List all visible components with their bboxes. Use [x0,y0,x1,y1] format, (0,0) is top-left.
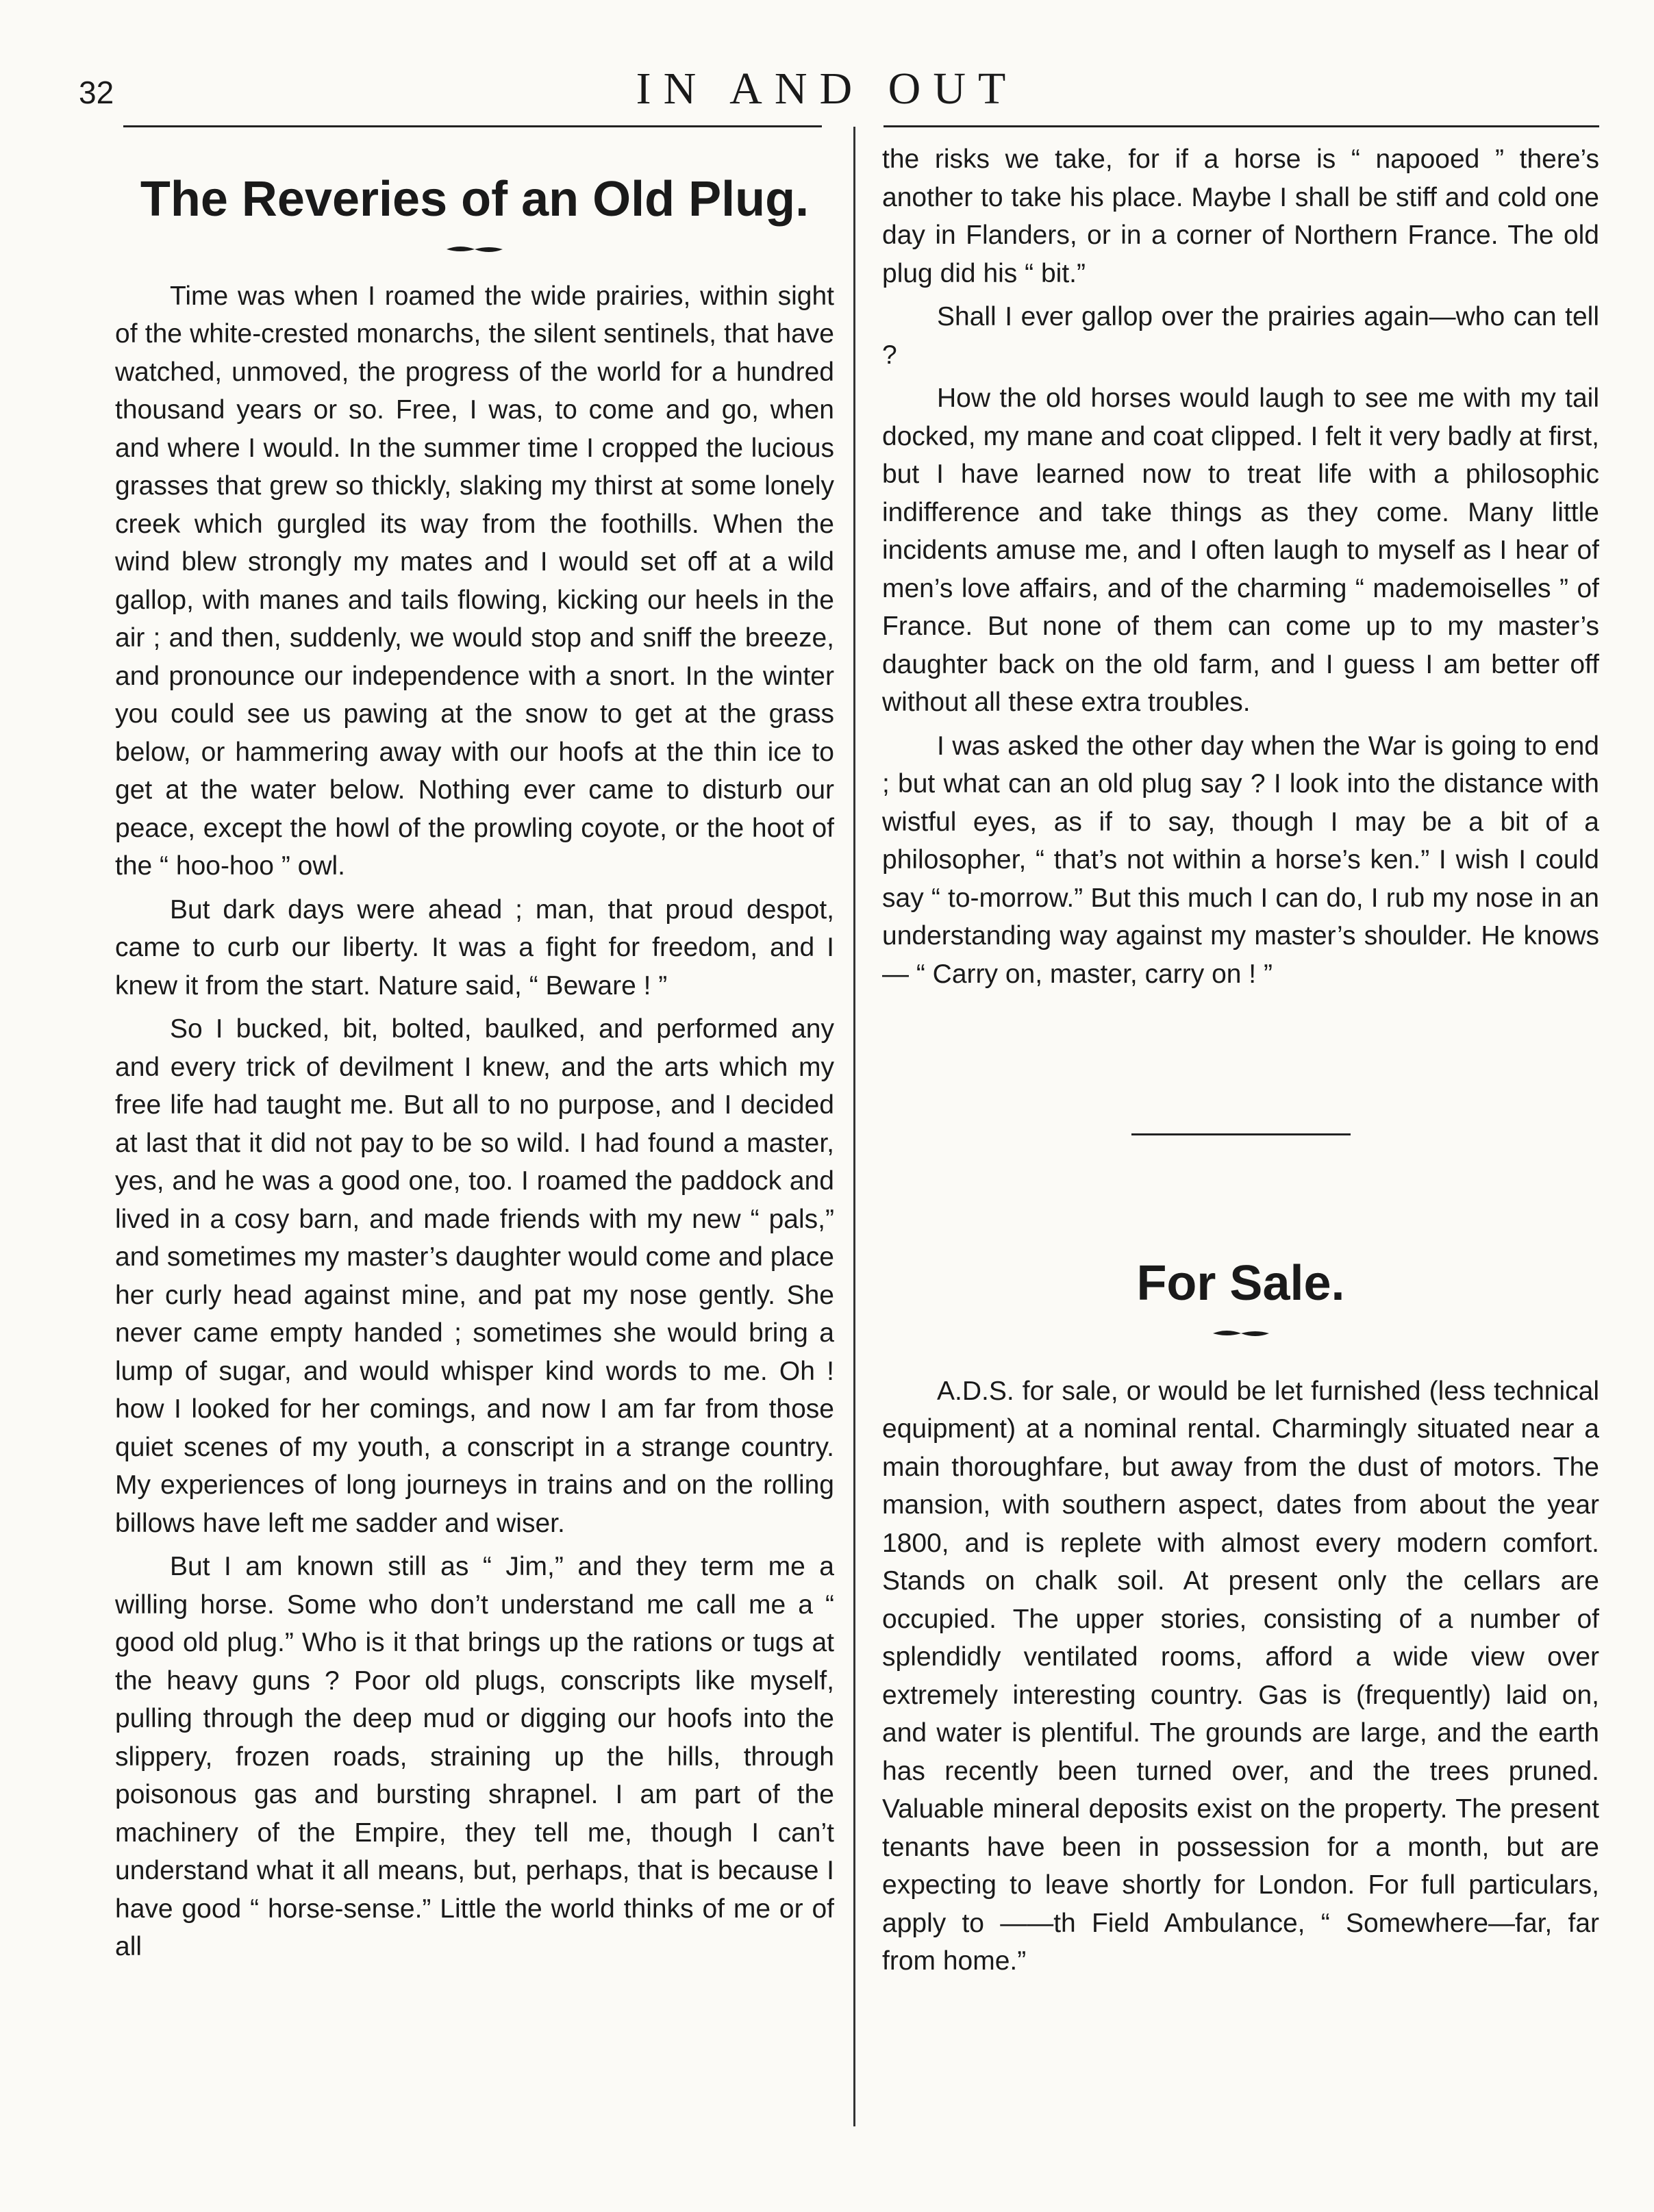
article-title: The Reveries of an Old Plug. [140,172,810,227]
column-rule [853,127,855,2126]
left-column [115,171,834,1972]
article-paragraph-continued: the risks we take, for if a horse is “ napooed ” there’s another to take his place. Maybe I shall be stiff and cold one day in Flanders, or in a corner of Northern France. The old plug did his “ bit.” [882,144,1599,288]
article-paragraph: I was asked the other day when the War is going to end ; but what can an old plug say ? I look into the distance with wistful eyes, as if to say, though I may be a bit of a philosopher, “ that’s not within a horse’s ken.” I wish I could say “ to-morrow.” But this much I can do, I rub my nose in an understanding way against my master’s shoulder. He knows— “ Carry on, master, carry on ! ” [882,731,1599,989]
ornament-icon [445,244,504,254]
running-head: IN AND OUT [636,64,1018,114]
section-divider [1131,1133,1351,1135]
header-rule-right [884,125,1599,127]
article-paragraph: How the old horses would laugh to see me with my tail docked, my mane and coat clipped. I felt it very badly at first, but I have learned now to treat life with a philosophic indifference and take things as they come. Many little incidents amuse me, and I often laugh to myself as I hear of men’s love affairs, and of the charming “ mademoiselles ” of France. But none of them can come up to my master’s daughter back on the old farm, and I guess I am better off without all these extra troubles. [882,384,1599,717]
article-paragraph: Shall I ever gallop over the prairies again—who can tell ? [882,302,1599,370]
header-rule-left [123,125,822,127]
ornament-icon [1212,1329,1270,1338]
article-paragraph: Time was when I roamed the wide prairies, within sight of the white-crested monarchs, the silent sentinels, that have watched, unmoved, the progress of the world for a hundred thousand years or so. Free, I was, to come and go, when and where I would. In the summer time I cropped the lucious grasses that grew so thickly, slaking my thirst at some lonely creek which gurgled its way from the foothills. When the wind blew strongly my mates and I would set off at a wild gallop, with manes and tails flowing, kicking our heels in the air ; and then, suddenly, we would stop and sniff the breeze, and pronounce our independence with a snort. In the winter you could see us pawing at the snow to get at the grass below, or hammering away with our hoofs at the thin ice to get at the water below. Nothing ever came to disturb our peace, except the howl of the prowling coyote, or the hoot of the “ hoo-hoo ” owl. [115,281,834,881]
article-paragraph: But I am known still as “ Jim,” and they term me a willing horse. Some who don’t understand me call me a “ good old plug.” Who is it that brings up the rations or tugs at the heavy guns ? Poor old plugs, conscripts like myself, pulling through the deep mud or digging our hoofs into the slippery, frozen roads, straining up the hills, through poisonous gas and bursting shrapnel. I am part of the machinery of the Empire, they tell me, though I can’t understand what it all means, but, perhaps, that is because I have good “ horse-sense.” Little the world thinks of me or of all [115,1552,834,1962]
for-sale-title: For Sale. [1136,1256,1345,1311]
article-paragraph: So I bucked, bit, bolted, baulked, and performed any and every trick of devilment I knew, and the arts which my free life had taught me. But all to no purpose, and I decided at last that it did not pay to be so wild. I had found a master, yes, and he was a good one, too. I roamed the paddock and lived in a cosy barn, and made friends with my new “ pals,” and sometimes my master’s daughter would come and place her curly head against mine, and pat my nose gently. She never came empty handed ; sometimes she would bring a lump of sugar, and would whisper kind words to me. Oh ! how I looked for her comings, and now I am far from those quiet scenes of my youth, a conscript in a strange country. My experiences of long journeys in trains and on the rolling billows have left me sadder and wiser. [115,1014,834,1538]
for-sale-paragraph: A.D.S. for sale, or would be let furnished (less technical equipment) at a nominal rental. Charmingly situated near a main thoroughfare, but away from the dust of motors. The mansion, with southern aspect, dates from about the year 1800, and is replete with almost every modern comfort. Stands on chalk soil. At present only the cellars are occupied. The upper stories, consisting of a number of splendidly ventilated rooms, afford a wide view over extremely interesting country. Gas is (frequently) laid on, and water is plentiful. The grounds are large, and the earth has recently been turned over, and the trees pruned. Valuable mineral deposits exist on the property. The present tenants have been in possession for a month, but are expecting to leave shortly for London. For full particulars, apply to ——th Field Ambulance, “ Somewhere—far, far from home.” [882,1376,1599,1976]
page-number: 32 [79,75,114,110]
right-column [882,140,1599,1986]
article-paragraph: But dark days were ahead ; man, that proud despot, came to curb our liberty. It was a fight for freedom, and I knew it from the start. Nature said, “ Beware ! ” [115,894,834,1001]
